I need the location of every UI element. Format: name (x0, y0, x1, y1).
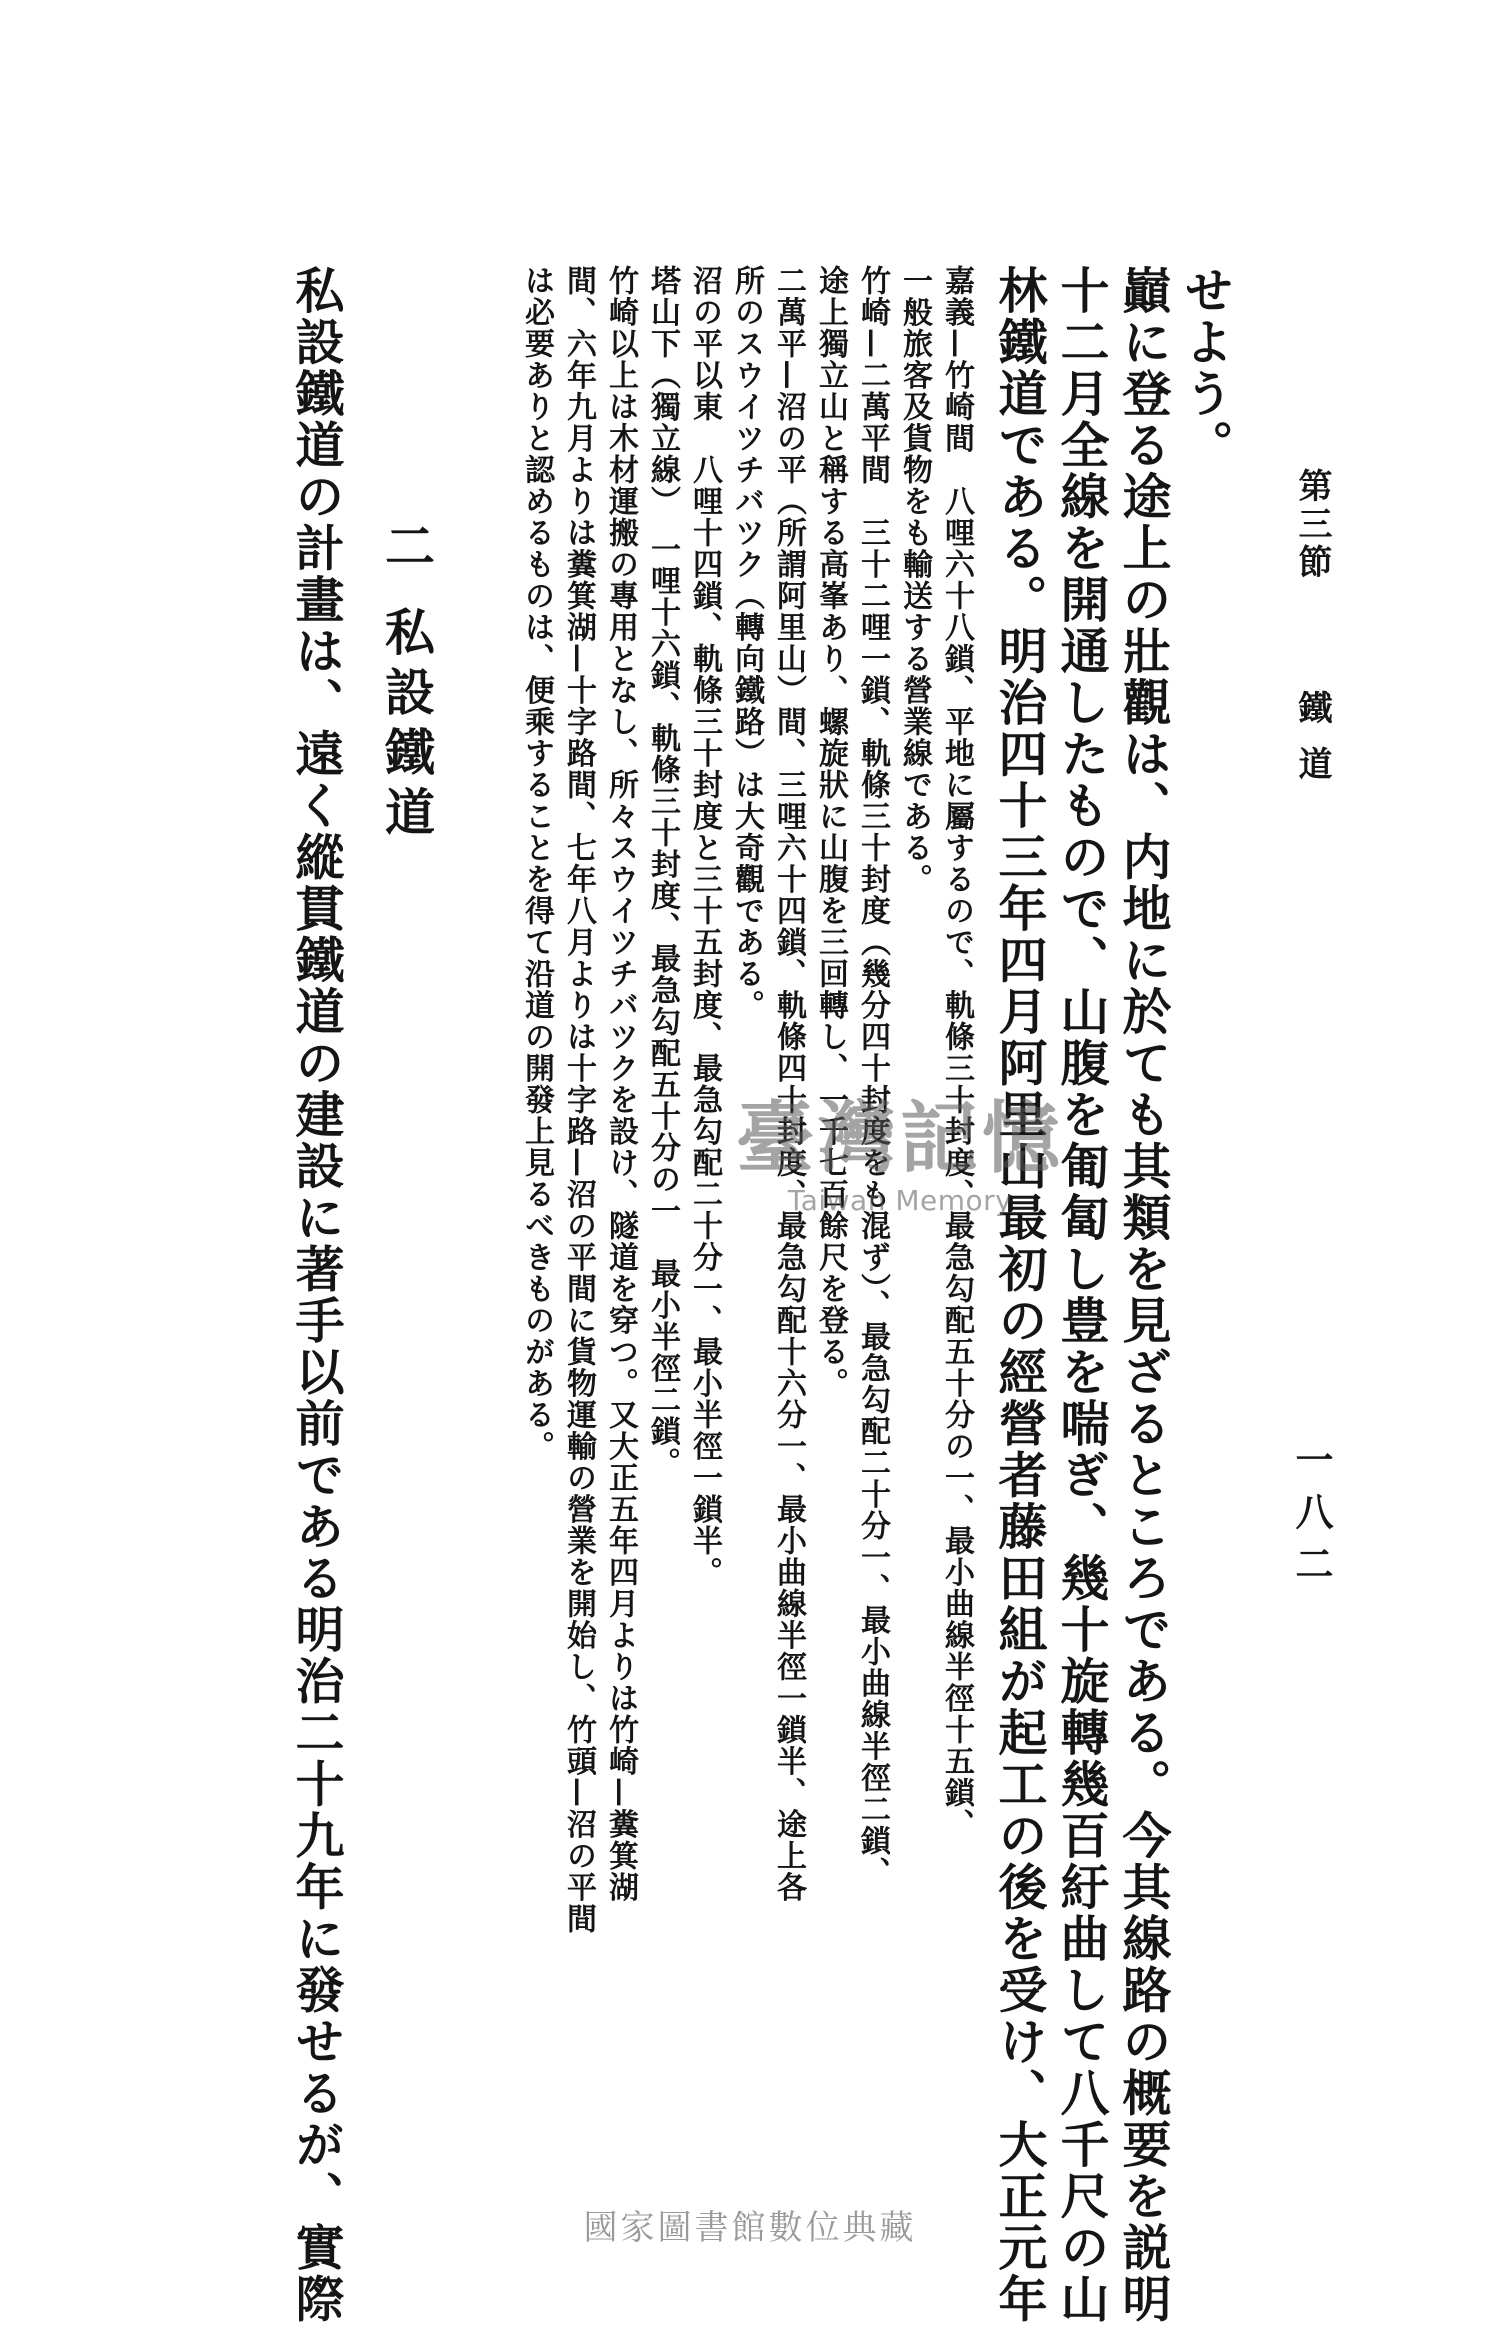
route-detail-column: 塔山下（獨立線） 一哩十六鎖、軌條三十封度、最急勾配五十分の一 最小半徑二鎖。 (645, 265, 680, 1479)
watermark-chinese: 臺灣記憶 (735, 1093, 1064, 1184)
route-detail-column: 沼の平以東 八哩十四鎖、軌條三十封度と三十五封度、最急勾配二十分一、最小半徑一鎖半。 (687, 265, 722, 1588)
route-detail-column: は必要ありと認めるものは、便乘することを得て沿道の開發上見るべきものがある。 (519, 265, 554, 1462)
route-detail-column: 一般旅客及貨物をも輸送する營業線である。 (897, 265, 932, 895)
running-head-section: 第三節 (1292, 468, 1332, 582)
section-heading-title: 私設鐵道 (377, 606, 436, 846)
route-detail-column: 竹崎—二萬平間 三十二哩一鎖、軌條三十封度（幾分四十封度をも混ず）、最急勾配二十分一、最小曲線半徑二鎖、 (855, 265, 890, 1888)
route-detail-column: 途上獨立山と稱する高峯あり、螺旋狀に山腹を三回轉し、一千七百餘尺を登る。 (813, 265, 848, 1399)
text-column: せよう。 (1177, 265, 1235, 471)
route-detail-column: 間、六年九月よりは糞箕湖—十字路間、七年八月よりは十字路—沼の平間に貨物運輸の營業を開始し、竹頭—沼の平間 (561, 265, 596, 1935)
text-column: 私設鐵道の計畫は、遠く縱貫鐵道の建設に著手以前である明治二十九年に發せるが、實際 (288, 265, 346, 2325)
route-detail-column: 嘉義—竹崎間 八哩六十八鎖、平地に屬するので、軌條三十封度、最急勾配五十分の一、最小曲線半徑十五鎖、 (939, 265, 974, 1840)
text-column: 十二月全線を開通したもので、山腹を匍匐し豊を喘ぎ、幾十旋轉幾百紆曲して八千尺の山 (1053, 265, 1111, 2325)
section-heading-number: 二 (377, 520, 436, 570)
route-detail-column: 竹崎以上は木材運搬の專用となし、所々スウイツチバツクを設け、隧道を穿つ。又大正五年四月よりは竹崎—糞箕湖 (603, 265, 638, 1903)
running-head-title: 鐵道 (1292, 690, 1332, 802)
text-column: 林鐵道である。明治四十三年四月阿里山最初の經營者藤田組が起工の後を受け、大正元年 (991, 265, 1049, 2325)
route-detail-column: 二萬平—沼の平（所謂阿里山）間、三哩六十四鎖、軌條四十封度、最急勾配十六分一、最小曲線半徑一鎖半、途上各 (771, 265, 806, 1903)
page-number: 一八二 (1289, 1440, 1334, 1596)
library-footer: 國家圖書館數位典藏 (583, 2208, 917, 2248)
watermark-english: Taiwan Memory (787, 1184, 1013, 1217)
route-detail-column: 所のスウイツチバツク（轉向鐵路）は大奇觀である。 (729, 265, 764, 1021)
section-heading (377, 265, 436, 2075)
text-column: 巓に登る途上の壯觀は、内地に於ても其類を見ざるところである。今其線路の概要を説明 (1115, 265, 1173, 2325)
